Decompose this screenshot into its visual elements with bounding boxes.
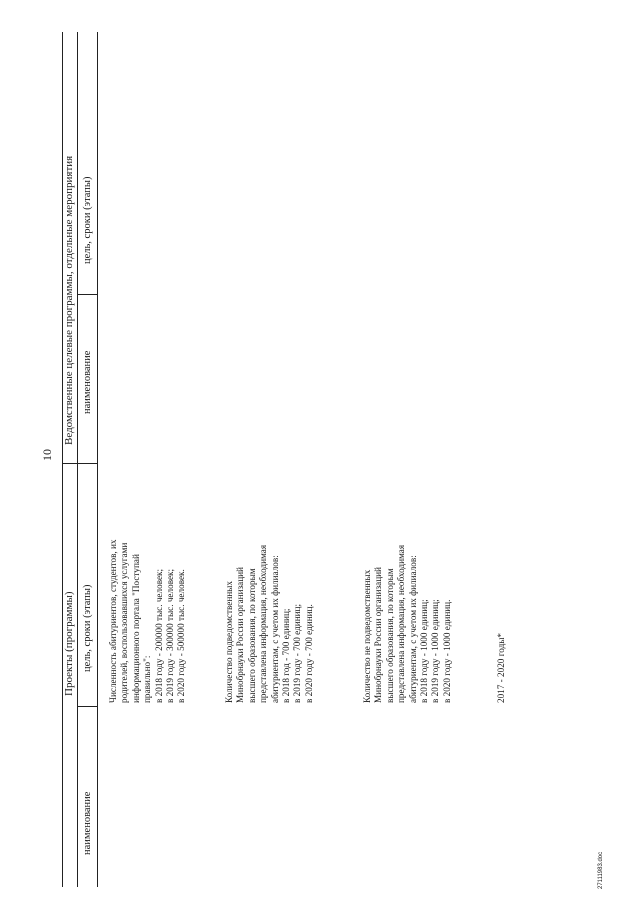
table-group-divider xyxy=(77,32,78,887)
text-line: в 2019 году - 1000 единиц; xyxy=(430,599,441,703)
page-number: 10 xyxy=(40,449,54,461)
text-line: Количество подведомственных xyxy=(224,581,234,703)
text-line: правильно": xyxy=(142,655,153,703)
left-col-goal-header: цель, сроки (этапы) xyxy=(82,584,93,672)
text-line: информационного портала "Поступай xyxy=(130,554,141,703)
table-header-bottom xyxy=(97,32,98,887)
right-col-goal-header: цель, сроки (этапы) xyxy=(82,176,93,264)
group-split-line xyxy=(62,463,97,464)
text-line: в 2018 год - 700 единиц; xyxy=(281,608,292,703)
text-line: высшего образования, по которым xyxy=(384,568,395,703)
right-col-name-header: наименование xyxy=(82,350,93,414)
left-group-title: Проекты (программы) xyxy=(63,591,75,696)
text-line: родителей, воспользовавшихся услугами xyxy=(119,542,130,703)
text-line: 2017 - 2020 годы* xyxy=(496,632,506,703)
text-line: представлена информация, необходимая xyxy=(258,544,269,703)
right-group-title: Ведомственные целевые программы, отдельные мероприятия xyxy=(63,155,75,445)
text-line: в 2018 году - 1000 единиц; xyxy=(419,599,430,703)
text-line: Минобрнауки России организаций xyxy=(373,567,384,703)
text-line: высшего образования, по которым xyxy=(246,568,257,703)
text-line: в 2019 году - 300000 тыс. человек; xyxy=(165,568,176,703)
text-block-portal-users xyxy=(108,539,188,703)
text-line: в 2020 году - 1000 единиц. xyxy=(441,599,452,703)
text-line: в 2019 году - 700 единиц; xyxy=(292,603,303,703)
text-block-subordinate-orgs xyxy=(224,545,315,703)
text-line: абитуриентам, с учетом их филиалов: xyxy=(269,555,280,703)
text-line: Минобрнауки России организаций xyxy=(235,567,246,703)
text-line: в 2020 году - 700 единиц. xyxy=(303,604,314,703)
text-block-non-subordinate-orgs xyxy=(362,545,453,703)
text-line: представлена информация, необходимая xyxy=(396,544,407,703)
text-line: Численность абитуриентов, студентов, их xyxy=(108,539,118,703)
col-split-left xyxy=(77,706,97,707)
footer-doc-name: 27111983.doc xyxy=(598,851,604,889)
left-col-name-header: наименование xyxy=(82,791,93,855)
text-line: абитуриентам, с учетом их филиалов: xyxy=(407,555,418,703)
text-line: Количество не подведомственных xyxy=(362,569,372,703)
text-block-period xyxy=(496,633,507,703)
text-line: в 2020 году - 500000 тыс. человек. xyxy=(176,569,187,703)
col-split-right xyxy=(77,294,97,295)
text-line: в 2018 году - 200000 тыс. человек; xyxy=(153,568,164,703)
